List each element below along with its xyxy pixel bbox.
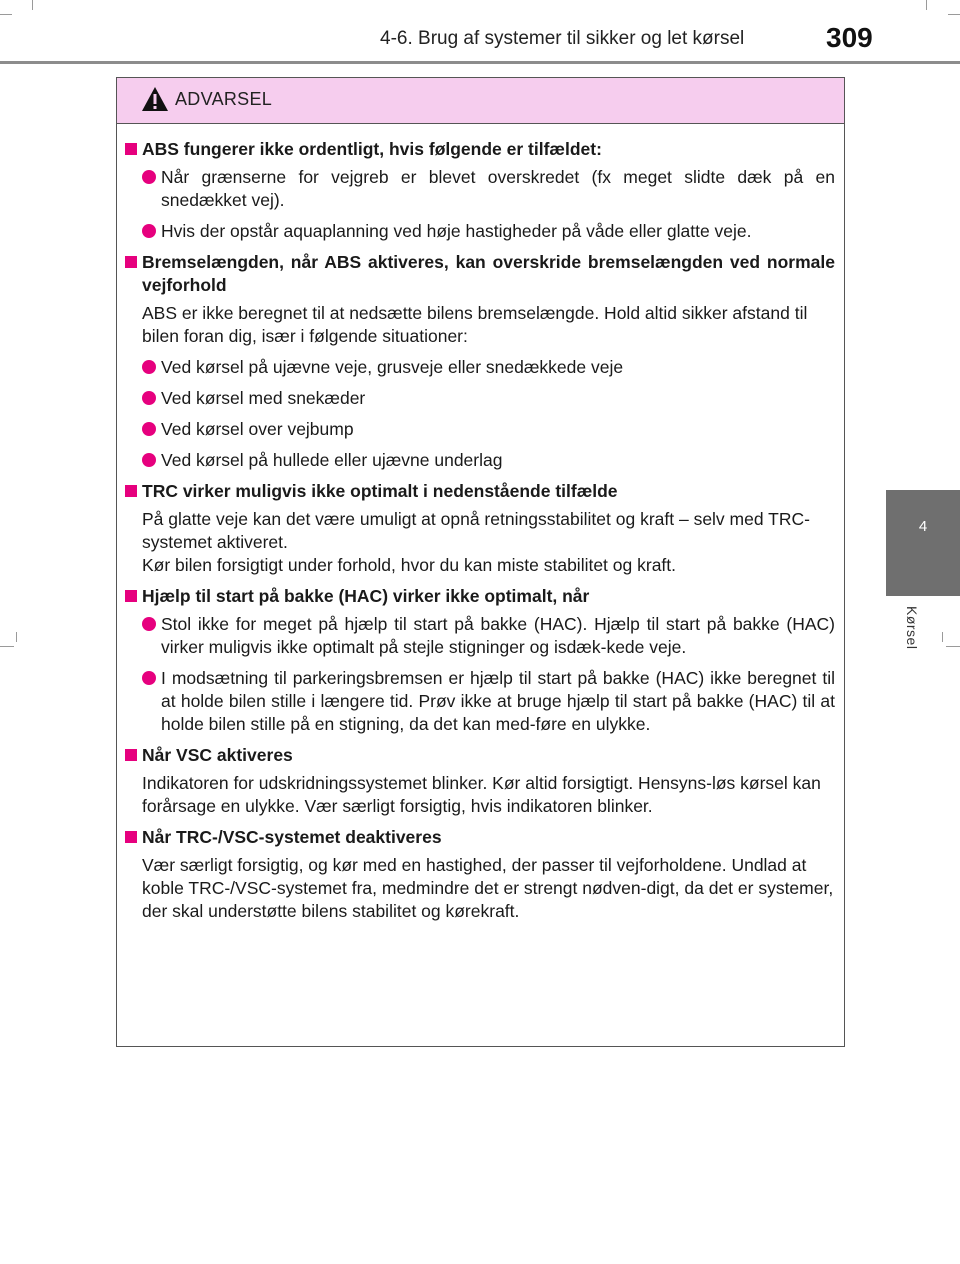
- round-bullet-icon: [142, 170, 156, 184]
- section-heading: [125, 585, 835, 608]
- round-bullet-icon: [142, 224, 156, 238]
- chapter-tab-number: 4: [918, 518, 928, 535]
- warning-section: [125, 826, 835, 923]
- crop-mark: [0, 646, 14, 647]
- crop-mark: [942, 632, 943, 642]
- square-bullet-icon: [125, 485, 137, 497]
- bullet-text: Når grænserne for vejgreb er blevet overskredet (fx meget slidte dæk på en snedækket vej).: [161, 167, 835, 210]
- square-bullet-icon: [125, 143, 137, 155]
- bullet-text: Ved kørsel med snekæder: [161, 388, 366, 408]
- crop-mark: [32, 0, 33, 10]
- paragraph: ABS er ikke beregnet til at nedsætte bilens bremselængde. Hold altid sikker afstand til bilen foran dig, især i følgende situationer:: [142, 303, 808, 346]
- header-rule: [0, 61, 960, 64]
- section-heading-text: Når VSC aktiveres: [142, 745, 293, 765]
- section-heading-text: Bremselængden, når ABS aktiveres, kan overskride bremselængden ved normale vejforhold: [142, 252, 835, 295]
- bullet-item: [125, 449, 835, 472]
- round-bullet-icon: [142, 360, 156, 374]
- section-paragraphs: [125, 854, 835, 923]
- warning-section: [125, 138, 835, 243]
- bullet-item: [125, 418, 835, 441]
- section-heading-text: ABS fungerer ikke ordentligt, hvis følgende er tilfældet:: [142, 139, 602, 159]
- square-bullet-icon: [125, 749, 137, 761]
- bullet-text: Stol ikke for meget på hjælp til start på bakke (HAC). Hjælp til start på bakke (HAC) virker muligvis ikke optimalt på stejle stigninger og isdæk-kede veje.: [161, 614, 835, 657]
- round-bullet-icon: [142, 671, 156, 685]
- square-bullet-icon: [125, 831, 137, 843]
- bullet-text: I modsætning til parkeringsbremsen er hjælp til start på bakke (HAC) ikke beregnet til at holde bilen stille i længere tid. Prøv ikke at bruge hjælp til start på bakke (HAC) til at holde bilen stille på en stigning, da det kan med-føre en ulykke.: [161, 668, 835, 734]
- warning-section: [125, 480, 835, 577]
- section-heading: [125, 138, 835, 161]
- paragraph: Vær særligt forsigtig, og kør med en hastighed, der passer til vejforholdene. Undlad at koble TRC-/VSC-systemet fra, medmindre det er strengt nødven-digt, da det er systemer, der skal understøtte bilens stabilitet og kørekraft.: [142, 855, 834, 921]
- crop-mark: [946, 646, 960, 647]
- section-heading-text: TRC virker muligvis ikke optimalt i nedenstående tilfælde: [142, 481, 618, 501]
- bullet-item: [125, 613, 835, 659]
- bullet-item: [125, 667, 835, 736]
- paragraph: Kør bilen forsigtigt under forhold, hvor du kan miste stabilitet og kraft.: [142, 555, 677, 575]
- round-bullet-icon: [142, 453, 156, 467]
- section-heading-text: Når TRC-/VSC-systemet deaktiveres: [142, 827, 442, 847]
- crop-mark: [16, 632, 17, 642]
- bullet-text: Ved kørsel på hullede eller ujævne underlag: [161, 450, 503, 470]
- bullet-item: [125, 387, 835, 410]
- chapter-tab: [886, 490, 960, 596]
- warning-title: ADVARSEL: [175, 89, 273, 109]
- square-bullet-icon: [125, 256, 137, 268]
- round-bullet-icon: [142, 391, 156, 405]
- crop-mark: [0, 14, 12, 15]
- section-heading: [125, 480, 835, 503]
- bullet-text: Hvis der opstår aquaplanning ved høje hastigheder på våde eller glatte veje.: [161, 221, 752, 241]
- section-heading: [125, 744, 835, 767]
- paragraph: På glatte veje kan det være umuligt at opnå retningsstabilitet og kraft – selv med TRC-systemet aktiveret.: [142, 509, 810, 552]
- warning-section: [125, 251, 835, 472]
- section-heading: [125, 826, 835, 849]
- bullet-text: Ved kørsel over vejbump: [161, 419, 354, 439]
- warning-section: [125, 585, 835, 736]
- warning-triangle-icon: [141, 86, 169, 112]
- bullet-item: [125, 356, 835, 379]
- section-paragraphs: [125, 508, 835, 577]
- chapter-tab-label: Kørsel: [904, 606, 920, 650]
- crop-mark: [926, 0, 927, 10]
- section-heading: [125, 251, 835, 297]
- warning-box: [116, 77, 845, 1047]
- round-bullet-icon: [142, 422, 156, 436]
- bullet-text: Ved kørsel på ujævne veje, grusveje eller snedækkede veje: [161, 357, 624, 377]
- warning-header: [117, 78, 844, 124]
- section-paragraphs: [125, 772, 835, 818]
- bullet-item: [125, 220, 835, 243]
- warning-section: [125, 744, 835, 818]
- round-bullet-icon: [142, 617, 156, 631]
- crop-mark: [948, 14, 960, 15]
- bullet-item: [125, 166, 835, 212]
- warning-body: [117, 124, 844, 923]
- section-heading-text: Hjælp til start på bakke (HAC) virker ikke optimalt, når: [142, 586, 590, 606]
- section-paragraphs: [125, 302, 835, 348]
- page-number: 309: [826, 22, 873, 53]
- header-title: 4-6. Brug af systemer til sikker og let kørsel: [380, 28, 745, 49]
- paragraph: Indikatoren for udskridningssystemet blinker. Kør altid forsigtigt. Hensyns-løs kørsel kan forårsage en ulykke. Vær særligt forsigtig, hvis indikatoren blinker.: [142, 773, 821, 816]
- square-bullet-icon: [125, 590, 137, 602]
